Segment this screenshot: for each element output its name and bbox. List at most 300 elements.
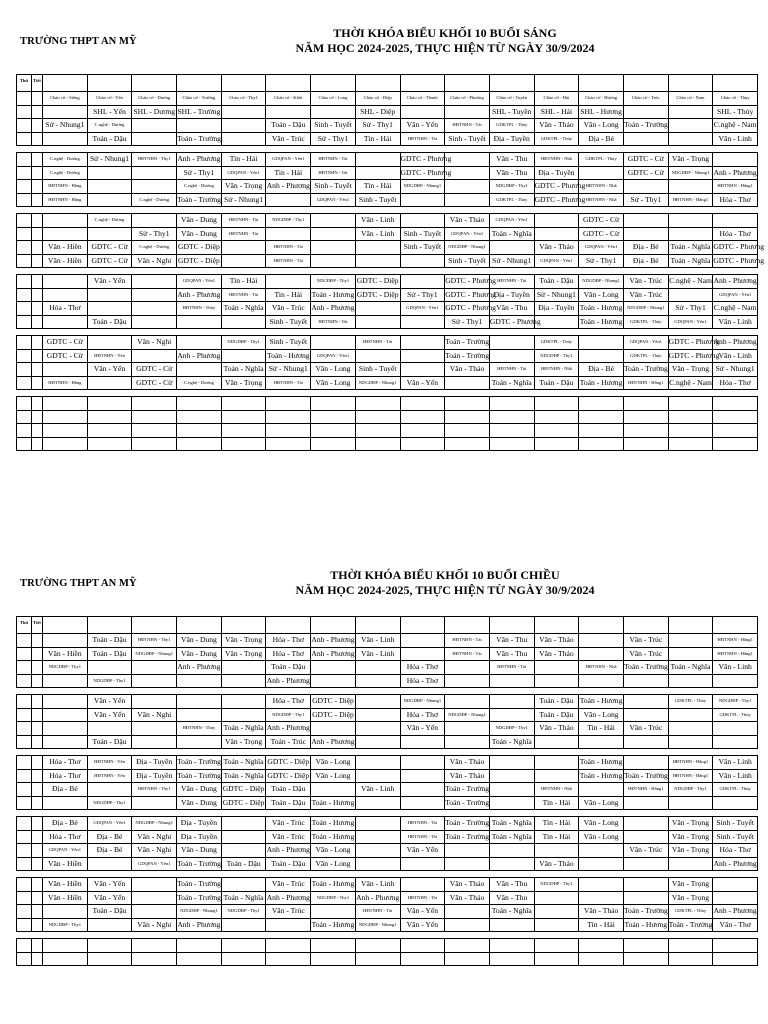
lesson-cell	[355, 695, 400, 709]
lesson-cell	[489, 857, 534, 871]
separator-cell	[311, 268, 356, 275]
lesson-cell	[87, 952, 132, 966]
lesson-cell	[713, 214, 758, 228]
lesson-cell	[668, 735, 713, 749]
lesson-cell: HĐTNHN - Nhã	[534, 783, 579, 797]
lesson-cell: GDQPAN - Yên1	[87, 817, 132, 831]
lesson-cell	[311, 424, 356, 438]
period-cell	[32, 166, 43, 180]
period-cell	[32, 254, 43, 268]
lesson-cell	[400, 647, 445, 661]
lesson-cell	[400, 336, 445, 350]
lesson-cell: GDKTPL - Thủy	[489, 119, 534, 133]
separator-cell	[355, 688, 400, 695]
lesson-cell: Toán - Nghĩa	[221, 891, 266, 905]
lesson-cell: Tin - Hải	[355, 180, 400, 194]
lesson-cell	[355, 241, 400, 255]
separator-cell	[623, 871, 668, 878]
timetable-title	[250, 568, 640, 598]
header-cell	[132, 75, 177, 92]
separator-cell	[266, 146, 311, 153]
separator-cell	[43, 329, 88, 336]
lesson-cell	[87, 918, 132, 932]
lesson-cell: GDTC - Diệp	[177, 241, 222, 255]
lesson-cell	[445, 918, 490, 932]
separator-cell	[668, 810, 713, 817]
separator-cell	[668, 390, 713, 397]
lesson-cell: Sử - Thy1	[355, 119, 400, 133]
morning-schedule-table	[16, 74, 765, 451]
separator-cell	[266, 688, 311, 695]
period-cell	[32, 891, 43, 905]
lesson-cell	[132, 410, 177, 424]
lesson-cell: Văn - Thảo	[534, 647, 579, 661]
afternoon-schedule-table	[16, 616, 758, 966]
lesson-cell	[489, 410, 534, 424]
lesson-cell: Văn - Trọng	[668, 363, 713, 377]
separator-cell	[132, 390, 177, 397]
day-separator	[17, 390, 758, 397]
lesson-cell	[221, 424, 266, 438]
period-row	[17, 397, 758, 411]
period-cell	[32, 722, 43, 736]
lesson-cell	[445, 674, 490, 688]
lesson-cell: Sử - Thy1	[311, 132, 356, 146]
separator-cell	[668, 749, 713, 756]
lesson-cell: Hóa - Thơ	[713, 227, 758, 241]
lesson-cell	[266, 410, 311, 424]
separator-cell	[400, 932, 445, 939]
lesson-cell	[43, 674, 88, 688]
lesson-cell	[445, 376, 490, 390]
separator-cell	[713, 146, 758, 153]
lesson-cell	[579, 735, 624, 749]
lesson-cell: Toán - Trường	[177, 878, 222, 892]
lesson-cell	[579, 424, 624, 438]
lesson-cell: Sử - Thy1	[177, 166, 222, 180]
lesson-cell	[534, 891, 579, 905]
lesson-cell: NDGDĐP - Nhung1	[400, 695, 445, 709]
lesson-cell	[311, 661, 356, 675]
period-row	[17, 336, 758, 350]
lesson-cell	[177, 674, 222, 688]
lesson-cell: GDTC - Phương	[534, 193, 579, 207]
period-cell	[32, 105, 43, 119]
lesson-cell: SHL - Diệp	[355, 105, 400, 119]
period-cell	[32, 153, 43, 167]
lesson-cell: Anh - Phương	[713, 336, 758, 350]
header-cell	[534, 617, 579, 634]
lesson-cell	[87, 180, 132, 194]
lesson-cell	[668, 674, 713, 688]
lesson-cell: Chào cờ - Hải	[534, 92, 579, 106]
lesson-cell	[579, 891, 624, 905]
separator-cell	[177, 932, 222, 939]
separator-cell	[579, 688, 624, 695]
day-cell	[17, 180, 32, 194]
period-cell	[32, 905, 43, 919]
lesson-cell: Văn - Long	[311, 363, 356, 377]
lesson-cell: HĐTNHN - Yến	[87, 769, 132, 783]
lesson-cell: Sinh - Tuyết	[713, 830, 758, 844]
lesson-cell: Toán - Nghĩa	[489, 376, 534, 390]
lesson-cell	[489, 695, 534, 709]
title-line-1: THỜI KHÓA BIỂU KHỐI 10 BUỔI CHIỀU	[330, 568, 560, 582]
lesson-cell	[266, 105, 311, 119]
lesson-cell: Toán - Dậu	[266, 119, 311, 133]
lesson-cell: GDTC - Cừ	[87, 241, 132, 255]
lesson-cell: HĐTNHN - Tài	[266, 376, 311, 390]
header-cell: Tiết	[32, 75, 43, 92]
period-row	[17, 105, 758, 119]
lesson-cell	[445, 661, 490, 675]
lesson-cell: HĐTNHN - Nhã	[579, 193, 624, 207]
lesson-cell: Toán - Trường	[623, 363, 668, 377]
lesson-cell: C.nghệ - Nam	[668, 376, 713, 390]
lesson-cell: GDKTPL - Thủy	[623, 315, 668, 329]
lesson-cell: HĐTNHN - Hằng1	[713, 634, 758, 648]
lesson-cell: Sinh - Tuyết	[266, 336, 311, 350]
day-cell	[17, 363, 32, 377]
period-cell	[32, 918, 43, 932]
lesson-cell	[623, 397, 668, 411]
lesson-cell	[43, 722, 88, 736]
lesson-cell: Toán - Hương	[579, 695, 624, 709]
lesson-cell: Chào cờ - Thanh	[400, 92, 445, 106]
separator-cell	[266, 207, 311, 214]
day-cell	[17, 634, 32, 648]
separator-cell	[445, 871, 490, 878]
day-cell	[17, 376, 32, 390]
lesson-cell: Chào cờ - Trường	[177, 92, 222, 106]
lesson-cell: Chào cờ - Nam	[668, 92, 713, 106]
lesson-cell	[132, 796, 177, 810]
header-row	[17, 617, 758, 634]
lesson-cell: Hóa - Thơ	[43, 756, 88, 770]
lesson-cell	[623, 132, 668, 146]
lesson-cell	[445, 410, 490, 424]
lesson-cell	[87, 857, 132, 871]
header-cell	[355, 75, 400, 92]
lesson-cell: Chào cờ - Phương	[445, 92, 490, 106]
lesson-cell	[489, 783, 534, 797]
separator-cell	[400, 688, 445, 695]
lesson-cell: Văn - Thu	[489, 166, 534, 180]
period-cell	[32, 437, 43, 451]
lesson-cell: Hóa - Thơ	[266, 647, 311, 661]
day-cell	[17, 647, 32, 661]
lesson-cell	[668, 708, 713, 722]
lesson-cell: HĐTNHN - Tài	[266, 241, 311, 255]
lesson-cell: Hóa - Thơ	[400, 708, 445, 722]
lesson-cell	[87, 288, 132, 302]
lesson-cell	[623, 796, 668, 810]
separator-cell	[579, 749, 624, 756]
period-cell	[32, 661, 43, 675]
day-cell	[17, 92, 32, 106]
lesson-cell: Toán - Hương	[311, 817, 356, 831]
lesson-cell	[400, 878, 445, 892]
period-row	[17, 349, 758, 363]
day-cell	[17, 817, 32, 831]
lesson-cell: GDQPAN - Yên1	[132, 857, 177, 871]
day-cell	[17, 349, 32, 363]
period-row	[17, 363, 758, 377]
separator-cell	[32, 871, 43, 878]
separator-cell	[32, 810, 43, 817]
lesson-cell: Chào cờ - Thủy	[713, 92, 758, 106]
lesson-cell: NDGDĐP - Nhung1	[400, 180, 445, 194]
header-cell	[266, 75, 311, 92]
lesson-cell	[534, 939, 579, 953]
lesson-cell	[400, 796, 445, 810]
day-cell	[17, 891, 32, 905]
period-row	[17, 918, 758, 932]
separator-cell	[87, 871, 132, 878]
lesson-cell: Tin - Hải	[221, 275, 266, 289]
lesson-cell: Chào cờ - Long	[311, 92, 356, 106]
separator-cell	[266, 871, 311, 878]
lesson-cell: HĐTNHN - Tài	[221, 227, 266, 241]
lesson-cell: Hóa - Thơ	[43, 769, 88, 783]
lesson-cell: SHL - Hải	[534, 105, 579, 119]
lesson-cell: Văn - Thảo	[445, 891, 490, 905]
lesson-cell: Hóa - Thơ	[400, 661, 445, 675]
header-cell	[43, 75, 88, 92]
separator-cell	[87, 268, 132, 275]
lesson-cell: Văn - Yến	[400, 844, 445, 858]
lesson-cell: GDTC - Diệp	[266, 769, 311, 783]
separator-cell	[579, 932, 624, 939]
lesson-cell: Văn - Trọng	[668, 891, 713, 905]
lesson-cell	[623, 410, 668, 424]
lesson-cell	[266, 939, 311, 953]
separator-cell	[177, 390, 222, 397]
lesson-cell: Địa - Bé	[43, 783, 88, 797]
lesson-cell	[177, 119, 222, 133]
lesson-cell: Toán - Hương	[579, 302, 624, 316]
lesson-cell: Văn - Nghi	[132, 336, 177, 350]
separator-cell	[445, 146, 490, 153]
header-cell	[400, 617, 445, 634]
separator-cell	[534, 390, 579, 397]
lesson-cell: HĐTNHN - Tài	[445, 634, 490, 648]
lesson-cell: Toán - Dậu	[534, 708, 579, 722]
lesson-cell	[713, 424, 758, 438]
lesson-cell: Văn - Linh	[713, 315, 758, 329]
lesson-cell: Văn - Thảo	[445, 214, 490, 228]
separator-cell	[534, 810, 579, 817]
separator-cell	[400, 268, 445, 275]
day-cell	[17, 315, 32, 329]
period-cell	[32, 830, 43, 844]
lesson-cell: HĐTNHN - Tài	[221, 214, 266, 228]
lesson-cell	[400, 363, 445, 377]
separator-cell	[534, 749, 579, 756]
lesson-cell: Văn - Trúc	[266, 132, 311, 146]
lesson-cell	[43, 105, 88, 119]
lesson-cell: Văn - Nghi	[132, 830, 177, 844]
lesson-cell: GDQPAN - Yên1	[713, 288, 758, 302]
separator-cell	[445, 749, 490, 756]
lesson-cell: Văn - Long	[311, 756, 356, 770]
separator-cell	[177, 207, 222, 214]
lesson-cell: Văn - Trọng	[668, 153, 713, 167]
lesson-cell: GDTC - Phương	[400, 166, 445, 180]
lesson-cell	[623, 227, 668, 241]
lesson-cell	[713, 796, 758, 810]
lesson-cell: GDQPAN - Yên1	[489, 214, 534, 228]
lesson-cell	[43, 424, 88, 438]
lesson-cell: Văn - Linh	[713, 132, 758, 146]
separator-cell	[177, 268, 222, 275]
header-cell	[132, 617, 177, 634]
lesson-cell	[445, 722, 490, 736]
day-cell	[17, 302, 32, 316]
lesson-cell: HĐTNHN - Tài	[400, 830, 445, 844]
lesson-cell	[400, 275, 445, 289]
period-row	[17, 193, 758, 207]
period-row	[17, 132, 758, 146]
separator-cell	[489, 932, 534, 939]
lesson-cell: Sử - Nhung1	[87, 153, 132, 167]
lesson-cell: Toán - Nghĩa	[489, 830, 534, 844]
separator-cell	[489, 390, 534, 397]
lesson-cell	[668, 397, 713, 411]
lesson-cell	[713, 153, 758, 167]
day-cell	[17, 796, 32, 810]
period-row	[17, 722, 758, 736]
period-row	[17, 153, 758, 167]
lesson-cell	[534, 437, 579, 451]
lesson-cell	[221, 132, 266, 146]
lesson-cell	[355, 796, 400, 810]
lesson-cell: GDTC - Phương	[445, 275, 490, 289]
lesson-cell	[221, 437, 266, 451]
day-cell	[17, 857, 32, 871]
lesson-cell: Tin - Hải	[534, 817, 579, 831]
lesson-cell	[445, 905, 490, 919]
lesson-cell	[177, 952, 222, 966]
lesson-cell	[534, 410, 579, 424]
lesson-cell	[579, 397, 624, 411]
lesson-cell: Sinh - Tuyết	[266, 315, 311, 329]
day-cell	[17, 756, 32, 770]
lesson-cell: Văn - Linh	[713, 349, 758, 363]
lesson-cell	[355, 661, 400, 675]
separator-cell	[445, 207, 490, 214]
lesson-cell: Chào cờ - Siêng	[43, 92, 88, 106]
lesson-cell: Toán - Dậu	[266, 857, 311, 871]
separator-cell	[400, 146, 445, 153]
lesson-cell: Văn - Yến	[87, 708, 132, 722]
lesson-cell: Văn - Nghi	[132, 918, 177, 932]
separator-cell	[43, 810, 88, 817]
header-cell	[489, 75, 534, 92]
period-row	[17, 634, 758, 648]
separator-cell	[579, 329, 624, 336]
lesson-cell: Sử - Thy1	[623, 193, 668, 207]
lesson-cell	[534, 769, 579, 783]
lesson-cell: HĐTNHN - Hằng1	[713, 180, 758, 194]
lesson-cell: C.nghệ - Nam	[713, 302, 758, 316]
lesson-cell	[623, 939, 668, 953]
lesson-cell: Văn - Linh	[355, 214, 400, 228]
separator-cell	[266, 932, 311, 939]
period-row	[17, 796, 758, 810]
lesson-cell	[668, 410, 713, 424]
lesson-cell	[489, 796, 534, 810]
lesson-cell: Anh - Phương	[311, 302, 356, 316]
separator-cell	[17, 390, 32, 397]
lesson-cell: C.nghệ - Dương	[177, 376, 222, 390]
lesson-cell	[623, 952, 668, 966]
lesson-cell: Toán - Nghĩa	[668, 241, 713, 255]
lesson-cell	[43, 132, 88, 146]
lesson-cell	[489, 952, 534, 966]
lesson-cell: Văn - Thảo	[445, 878, 490, 892]
lesson-cell: Văn - Linh	[355, 783, 400, 797]
lesson-cell: Văn - Trọng	[668, 817, 713, 831]
lesson-cell: NDGDĐP - Thy1	[266, 214, 311, 228]
lesson-cell: C.nghệ - Dương	[43, 153, 88, 167]
separator-cell	[355, 390, 400, 397]
lesson-cell: Văn - Yến	[87, 275, 132, 289]
lesson-cell	[266, 918, 311, 932]
period-cell	[32, 735, 43, 749]
separator-cell	[132, 146, 177, 153]
separator-cell	[177, 329, 222, 336]
separator-cell	[311, 810, 356, 817]
day-separator	[17, 871, 758, 878]
lesson-cell: Anh - Phương	[177, 288, 222, 302]
period-row	[17, 844, 758, 858]
lesson-cell: Sử - Nhung1	[534, 288, 579, 302]
lesson-cell: Toán - Dậu	[266, 796, 311, 810]
day-separator	[17, 268, 758, 275]
lesson-cell: GDKTPL - Thủy	[713, 708, 758, 722]
title-line-1: THỜI KHÓA BIỂU KHỐI 10 BUỔI SÁNG	[333, 26, 557, 40]
lesson-cell	[266, 275, 311, 289]
lesson-cell: Sử - Thy1	[668, 302, 713, 316]
lesson-cell: HĐTNHN - Hằng	[43, 193, 88, 207]
period-cell	[32, 844, 43, 858]
lesson-cell	[87, 227, 132, 241]
lesson-cell	[713, 952, 758, 966]
lesson-cell: Văn - Trúc	[623, 288, 668, 302]
separator-cell	[87, 810, 132, 817]
lesson-cell: NDGDĐP - Thy1	[43, 918, 88, 932]
separator-cell	[623, 932, 668, 939]
lesson-cell	[355, 424, 400, 438]
separator-cell	[311, 932, 356, 939]
lesson-cell: Văn - Trúc	[266, 302, 311, 316]
separator-cell	[221, 146, 266, 153]
lesson-cell	[355, 397, 400, 411]
header-cell	[445, 75, 490, 92]
lesson-cell: Anh - Phương	[355, 891, 400, 905]
lesson-cell	[221, 952, 266, 966]
period-cell	[32, 349, 43, 363]
lesson-cell: GDQPAN - Yên1	[177, 275, 222, 289]
lesson-cell: Văn - Trọng	[221, 376, 266, 390]
lesson-cell	[400, 857, 445, 871]
lesson-cell: Toán - Nghĩa	[489, 817, 534, 831]
separator-cell	[221, 268, 266, 275]
lesson-cell: C.nghệ - Nam	[713, 119, 758, 133]
separator-cell	[221, 688, 266, 695]
header-cell	[713, 75, 758, 92]
